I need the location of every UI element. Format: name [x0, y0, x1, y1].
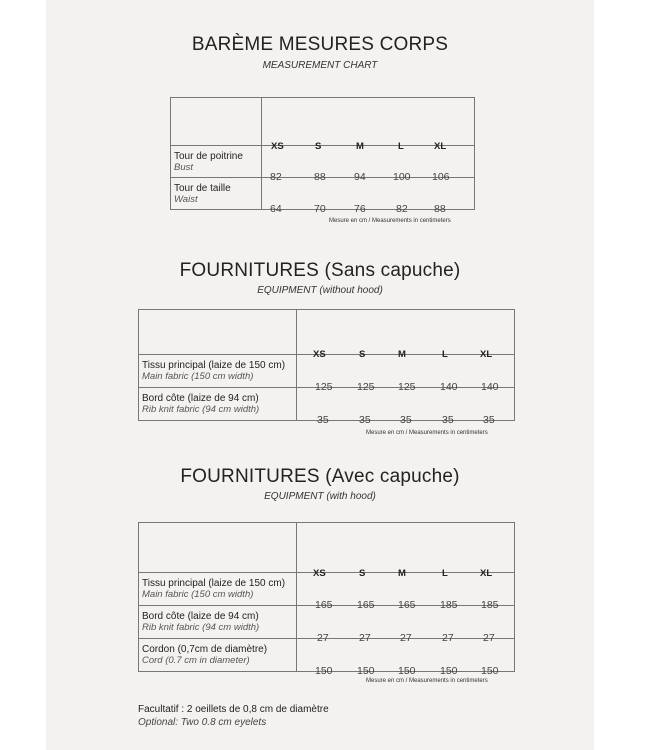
row-label: [171, 178, 262, 210]
size-header-row: [297, 310, 515, 360]
cell-value: 70: [314, 202, 326, 215]
size-header: XS: [313, 567, 326, 579]
equipment-with-hood-table: [138, 522, 515, 677]
units-note: Mesure en cm / Measurements in centimeters: [366, 430, 488, 436]
cell-value: 150: [440, 665, 458, 677]
units-note: Mesure en cm / Measurements in centimeters: [366, 678, 488, 684]
size-header: L: [398, 140, 404, 152]
size-header: M: [356, 140, 364, 152]
cell-value: 35: [359, 414, 371, 426]
size-header: S: [359, 567, 366, 579]
cell-value: 82: [270, 170, 282, 183]
cell-value: 140: [481, 381, 499, 393]
row-label-en: Bust: [174, 161, 194, 173]
row-label-fr: Tissu principal (laize de 150 cm): [142, 360, 286, 371]
cell-value: 88: [314, 170, 326, 183]
cell-value: 76: [354, 202, 366, 215]
cell-value: 35: [442, 414, 454, 426]
section-3-title: FOURNITURES (Avec capuche): [180, 466, 460, 487]
row-label-en: Rib knit fabric (94 cm width): [142, 404, 260, 415]
cell-value: 106: [432, 170, 450, 183]
row-label: [139, 573, 297, 606]
size-header: M: [398, 349, 406, 360]
row-label-en: Main fabric (150 cm width): [142, 589, 254, 600]
cell-value: 150: [357, 665, 375, 677]
size-header-row: [262, 98, 475, 152]
row-label-fr: Tissu principal (laize de 150 cm): [142, 578, 286, 589]
row-label-fr: Bord côte (laize de 94 cm): [142, 393, 259, 404]
row-label: [139, 388, 297, 421]
cell-value: 165: [357, 599, 375, 611]
cell-value: 125: [398, 381, 416, 393]
cell-value: 94: [354, 170, 366, 183]
row-label-en: Waist: [174, 193, 198, 205]
size-chart-page: [46, 0, 594, 750]
cell-value: 150: [481, 665, 499, 677]
cell-value: 88: [434, 202, 446, 215]
cell-value: 165: [315, 599, 333, 611]
cell-value: 27: [359, 632, 371, 644]
section-1-subtitle: MEASUREMENT CHART: [262, 60, 378, 71]
section-2-subtitle: EQUIPMENT (without hood): [257, 285, 383, 296]
cell-value: 35: [317, 414, 329, 426]
cell-value: 140: [440, 381, 458, 393]
cell-value: 82: [396, 202, 408, 215]
row-label-fr: Cordon (0,7cm de diamètre): [142, 644, 268, 655]
cell-value: 27: [317, 632, 329, 644]
row-label-fr: Bord côte (laize de 94 cm): [142, 611, 259, 622]
cell-value: 185: [481, 599, 499, 611]
cell-value: 165: [398, 599, 416, 611]
cell-value: 185: [440, 599, 458, 611]
table-corner: [171, 98, 262, 146]
row-label: [171, 146, 262, 178]
cell-value: 35: [400, 414, 412, 426]
size-header-row: [297, 523, 515, 579]
row-label: [139, 355, 297, 388]
row-label: [139, 639, 297, 672]
cell-value: 27: [442, 632, 454, 644]
cell-value: 27: [400, 632, 412, 644]
optional-note-fr: Facultatif : 2 oeillets de 0,8 cm de diamètre: [138, 704, 329, 715]
units-note: Mesure en cm / Measurements in centimeters: [329, 218, 451, 224]
equipment-no-hood-table: [138, 309, 515, 426]
row-label: [139, 606, 297, 639]
cell-value: 125: [315, 381, 333, 393]
size-header: S: [315, 140, 322, 152]
size-header: M: [398, 567, 406, 579]
size-header: L: [442, 567, 448, 579]
section-2-title: FOURNITURES (Sans capuche): [179, 260, 461, 281]
table-row: [139, 573, 515, 606]
cell-value: 125: [357, 381, 375, 393]
cell-value: 35: [483, 414, 495, 426]
size-header: XL: [480, 349, 493, 360]
measurement-table: [170, 97, 475, 215]
section-1-title: BARÈME MESURES CORPS: [191, 34, 449, 55]
table-corner: [139, 523, 297, 573]
size-header: S: [359, 349, 366, 360]
size-header: XS: [271, 140, 284, 152]
table-row: [139, 355, 515, 388]
cell-value: 64: [270, 202, 282, 215]
cell-value: 100: [393, 170, 411, 183]
cell-value: 150: [315, 665, 333, 677]
row-label-en: Main fabric (150 cm width): [142, 371, 254, 382]
size-header: L: [442, 349, 448, 360]
section-3-subtitle: EQUIPMENT (with hood): [264, 491, 376, 502]
row-label-fr: Tour de taille: [174, 182, 231, 194]
row-label-en: Cord (0.7 cm in diameter): [142, 655, 250, 666]
optional-note-en: Optional: Two 0.8 cm eyelets: [138, 717, 267, 728]
row-label-fr: Tour de poitrine: [174, 150, 243, 162]
cell-value: 150: [398, 665, 416, 677]
size-header: XS: [313, 349, 326, 360]
size-header: XL: [480, 567, 493, 579]
cell-value: 27: [483, 632, 495, 644]
row-label-en: Rib knit fabric (94 cm width): [142, 622, 260, 633]
optional-note: [138, 703, 329, 729]
table-row: [171, 146, 475, 178]
size-header: XL: [434, 140, 447, 152]
table-corner: [139, 310, 297, 355]
